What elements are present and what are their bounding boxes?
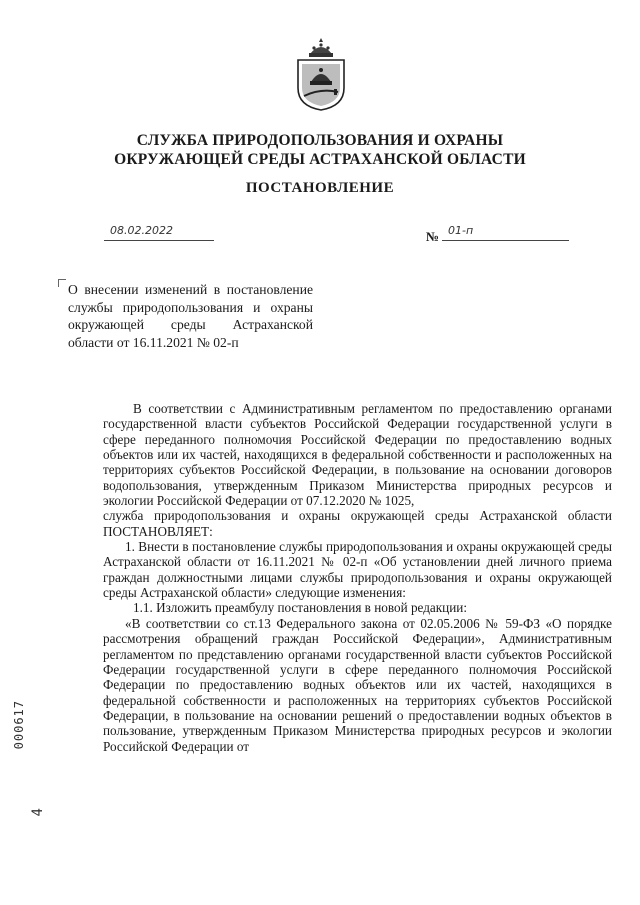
number-field	[442, 222, 569, 241]
margin-stamp	[12, 700, 52, 840]
handwritten-date: 08.02.2022	[110, 224, 173, 237]
document-body	[103, 401, 612, 754]
number-label: №	[426, 229, 440, 244]
org-line-2: ОКРУЖАЮЩЕЙ СРЕДЫ АСТРАХАНСКОЙ ОБЛАСТИ	[114, 151, 526, 168]
coat-of-arms-icon	[290, 36, 352, 112]
body-paragraph: 1.1. Изложить преамбулу постановления в новой редакции:	[133, 600, 468, 616]
document-type: ПОСТАНОВЛЕНИЕ	[245, 180, 395, 196]
document-subject: О внесении изменений в постановление службы природопользования и охраны окружающей среды Астраханской области от 16.11.2021 № 02-п	[68, 282, 313, 350]
org-line-1: СЛУЖБА ПРИРОДОПОЛЬЗОВАНИЯ И ОХРАНЫ	[136, 132, 504, 149]
handwritten-number: 01-п	[448, 224, 474, 237]
body-paragraph: В соответствии с Административным регламентом по предоставлению органами государственной власти субъектов Российской Федерации государственной услуги в сфере переданного полномочия Российской Федерации по предоставлению водных объектов или их частей, находящихся в федеральной собственности и расположенных на территориях субъектов Российской Федерации, в пользование на основании договоров водопользования, утвержденным Приказом Министерства природных ресурсов и экологии Российской Федерации от 07.12.2020 № 1025,	[103, 401, 612, 509]
date-field	[104, 222, 214, 241]
body-paragraph: 1. Внести в постановление службы природопользования и охраны окружающей среды Астраханской области от 16.11.2021 № 02-п «Об установлении дней личного приема граждан должностными лицами службы природопользования и охраны окружающей среды Астраханской области» следующие изменения:	[103, 539, 612, 601]
subject-corner-mark	[58, 279, 66, 287]
page-number: 4	[30, 808, 46, 817]
organization-name	[60, 131, 580, 169]
body-paragraph: служба природопользования и охраны окружающей среды Астраханской области ПОСТАНОВЛЯЕТ:	[103, 508, 612, 539]
serial-number: 000617	[12, 700, 26, 750]
body-paragraph: «В соответствии со ст.13 Федерального закона от 02.05.2006 № 59-ФЗ «О порядке рассмотрения обращений граждан Российской Федерации», Административным регламентом по представлению органами государственной власти субъектов Российской Федерации государственной услуги в сфере переданного полномочия Российской Федерации по предоставлению водных объектов или их частей, находящихся в федеральной собственности и расположенных на территориях субъектов Российской Федерации, в пользование на основании решений о предоставлении водных объектов в пользование, утвержденным Приказом Министерства природных ресурсов и экологии Российской Федерации от	[103, 615, 612, 754]
